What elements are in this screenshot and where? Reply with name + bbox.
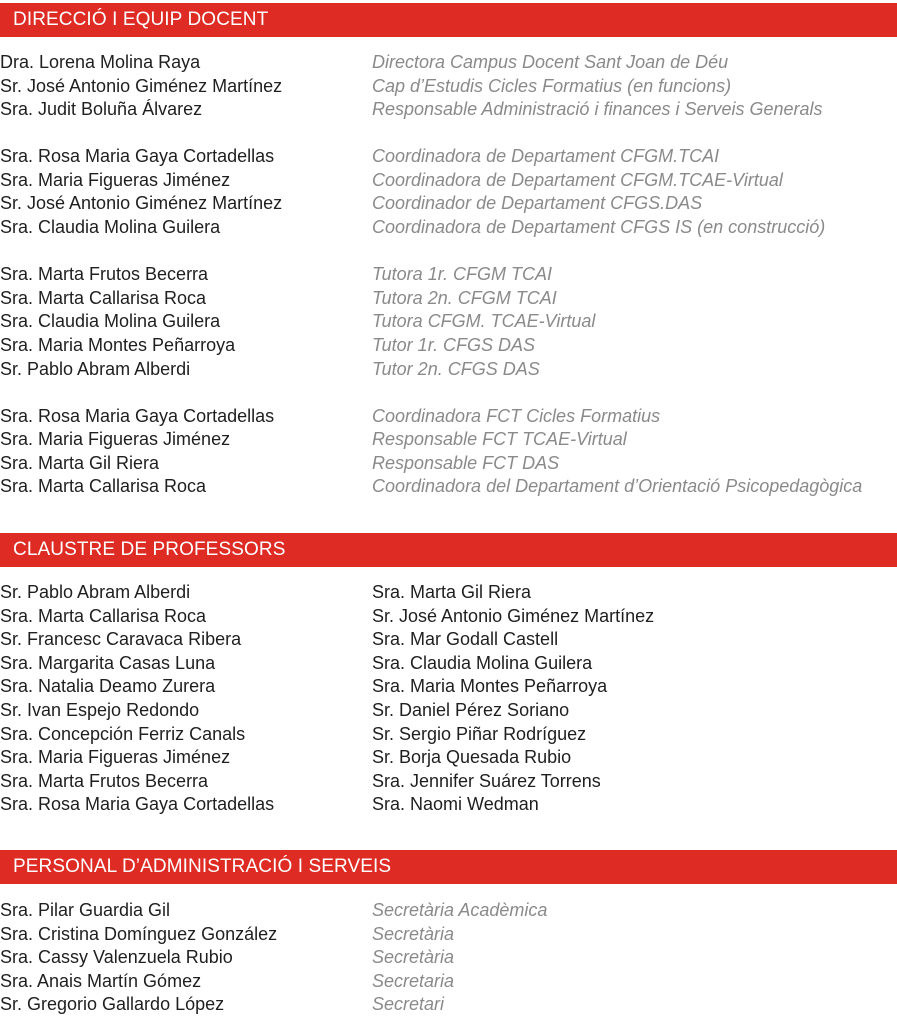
staff-row bbox=[0, 310, 897, 334]
staff-role: Coordinadora de Departament CFGM.TCAI bbox=[372, 146, 720, 167]
teacher-name: Sr. Sergio Piñar Rodríguez bbox=[372, 723, 587, 744]
staff-row bbox=[0, 358, 897, 382]
staff-name: Sr. José Antonio Giménez Martínez bbox=[0, 75, 283, 96]
teacher-name: Sra. Rosa Maria Gaya Cortadellas bbox=[0, 794, 275, 815]
teacher-name: Sra. Marta Callarisa Roca bbox=[0, 605, 207, 626]
teacher-name: Sra. Concepción Ferriz Canals bbox=[0, 723, 246, 744]
staff-name: Sra. Maria Montes Peñarroya bbox=[0, 334, 236, 355]
staff-row bbox=[0, 51, 897, 75]
teacher-name: Sra. Maria Figueras Jiménez bbox=[0, 747, 231, 768]
staff-name: Sr. José Antonio Giménez Martínez bbox=[0, 193, 283, 214]
teacher-name: Sra. Maria Montes Peñarroya bbox=[372, 676, 608, 697]
staff-row bbox=[0, 192, 897, 216]
teacher-name: Sra. Natalia Deamo Zurera bbox=[0, 676, 216, 697]
teacher-name: Sr. Borja Quesada Rubio bbox=[372, 747, 572, 768]
staff-role: Tutora 2n. CFGM TCAI bbox=[372, 287, 557, 308]
staff-row bbox=[0, 946, 897, 970]
teacher-name: Sr. Pablo Abram Alberdi bbox=[0, 582, 191, 602]
staff-name: Sr. Gregorio Gallardo López bbox=[0, 994, 225, 1015]
staff-role: Secretària bbox=[372, 947, 455, 968]
personal-list bbox=[0, 899, 897, 1017]
staff-name: Sra. Rosa Maria Gaya Cortadellas bbox=[0, 146, 275, 167]
teacher-row bbox=[0, 770, 897, 794]
teacher-row bbox=[0, 652, 897, 676]
teacher-row bbox=[0, 723, 897, 747]
staff-role: Cap d’Estudis Cicles Formatius (en funcions) bbox=[372, 75, 732, 96]
staff-row bbox=[0, 98, 897, 122]
teacher-row bbox=[0, 675, 897, 699]
teacher-name: Sr. Ivan Espejo Redondo bbox=[0, 699, 200, 720]
staff-row bbox=[0, 405, 897, 429]
staff-role: Coordinadora FCT Cicles Formatius bbox=[372, 405, 661, 426]
staff-role: Secretària Acadèmica bbox=[372, 900, 548, 920]
teacher-name: Sra. Marta Frutos Becerra bbox=[0, 770, 209, 791]
staff-row bbox=[0, 145, 897, 169]
staff-name: Sra. Maria Figueras Jiménez bbox=[0, 169, 231, 190]
staff-row bbox=[0, 899, 897, 923]
staff-row bbox=[0, 475, 897, 499]
teacher-name: Sr. José Antonio Giménez Martínez bbox=[372, 605, 655, 626]
teacher-name: Sra. Margarita Casas Luna bbox=[0, 652, 216, 673]
staff-name: Sra. Cassy Valenzuela Rubio bbox=[0, 947, 233, 968]
staff-name: Dra. Lorena Molina Raya bbox=[0, 52, 201, 72]
staff-row bbox=[0, 263, 897, 287]
teacher-row bbox=[0, 746, 897, 770]
staff-role: Secretari bbox=[372, 994, 445, 1015]
teacher-name: Sra. Marta Gil Riera bbox=[372, 582, 532, 602]
teacher-name: Sr. Daniel Pérez Soriano bbox=[372, 699, 570, 720]
staff-name: Sra. Marta Callarisa Roca bbox=[0, 476, 207, 497]
staff-name: Sra. Rosa Maria Gaya Cortadellas bbox=[0, 405, 275, 426]
staff-row bbox=[0, 334, 897, 358]
staff-role: Coordinadora de Departament CFGM.TCAE-Virtual bbox=[372, 169, 783, 190]
staff-role: Secretaria bbox=[372, 970, 455, 991]
staff-name: Sra. Marta Frutos Becerra bbox=[0, 264, 209, 285]
teacher-row bbox=[0, 793, 897, 817]
staff-role: Coordinadora del Departament d’Orientació Psicopedagògica bbox=[372, 476, 863, 497]
staff-role: Coordinadora de Departament CFGS IS (en construcció) bbox=[372, 217, 826, 238]
staff-name: Sra. Claudia Molina Guilera bbox=[0, 311, 221, 332]
staff-role: Directora Campus Docent Sant Joan de Déu bbox=[372, 52, 729, 72]
staff-row bbox=[0, 970, 897, 994]
staff-role: Tutor 2n. CFGS DAS bbox=[372, 358, 540, 379]
staff-name: Sra. Pilar Guardia Gil bbox=[0, 900, 171, 920]
teacher-name: Sr. Francesc Caravaca Ribera bbox=[0, 629, 242, 650]
staff-name: Sra. Claudia Molina Guilera bbox=[0, 217, 221, 238]
staff-role: Tutora CFGM. TCAE-Virtual bbox=[372, 311, 596, 332]
teacher-name: Sra. Claudia Molina Guilera bbox=[372, 652, 593, 673]
teacher-name: Sra. Mar Godall Castell bbox=[372, 629, 559, 650]
teacher-row bbox=[0, 699, 897, 723]
staff-row bbox=[0, 169, 897, 193]
teacher-name: Sra. Naomi Wedman bbox=[372, 794, 539, 815]
claustre-list bbox=[0, 581, 897, 817]
staff-row bbox=[0, 452, 897, 476]
staff-name: Sra. Maria Figueras Jiménez bbox=[0, 429, 231, 450]
staff-role: Coordinador de Departament CFGS.DAS bbox=[372, 193, 703, 214]
staff-role: Tutor 1r. CFGS DAS bbox=[372, 334, 536, 355]
teacher-name: Sra. Jennifer Suárez Torrens bbox=[372, 770, 601, 791]
section-header-personal: PERSONAL D’ADMINISTRACIÓ I SERVEIS bbox=[0, 850, 897, 884]
teacher-row bbox=[0, 628, 897, 652]
staff-name: Sra. Marta Gil Riera bbox=[0, 452, 160, 473]
staff-name: Sra. Cristina Domínguez González bbox=[0, 923, 278, 944]
staff-role: Responsable FCT TCAE-Virtual bbox=[372, 429, 627, 450]
staff-row bbox=[0, 216, 897, 240]
teacher-row bbox=[0, 605, 897, 629]
staff-row bbox=[0, 287, 897, 311]
staff-role: Responsable FCT DAS bbox=[372, 452, 560, 473]
staff-name: Sra. Judit Boluña Álvarez bbox=[0, 99, 203, 120]
section-header-direccio: DIRECCIÓ I EQUIP DOCENT bbox=[0, 3, 897, 37]
staff-name: Sra. Anais Martín Gómez bbox=[0, 970, 202, 991]
staff-name: Sr. Pablo Abram Alberdi bbox=[0, 358, 191, 379]
staff-row bbox=[0, 428, 897, 452]
staff-row bbox=[0, 75, 897, 99]
section-header-claustre: CLAUSTRE DE PROFESSORS bbox=[0, 533, 897, 567]
staff-name: Sra. Marta Callarisa Roca bbox=[0, 287, 207, 308]
teacher-row bbox=[0, 581, 897, 605]
staff-row bbox=[0, 923, 897, 947]
direccio-list bbox=[0, 51, 897, 499]
staff-role: Tutora 1r. CFGM TCAI bbox=[372, 264, 553, 285]
staff-role: Responsable Administració i finances i Serveis Generals bbox=[372, 99, 823, 120]
staff-row bbox=[0, 993, 897, 1017]
staff-role: Secretària bbox=[372, 923, 455, 944]
